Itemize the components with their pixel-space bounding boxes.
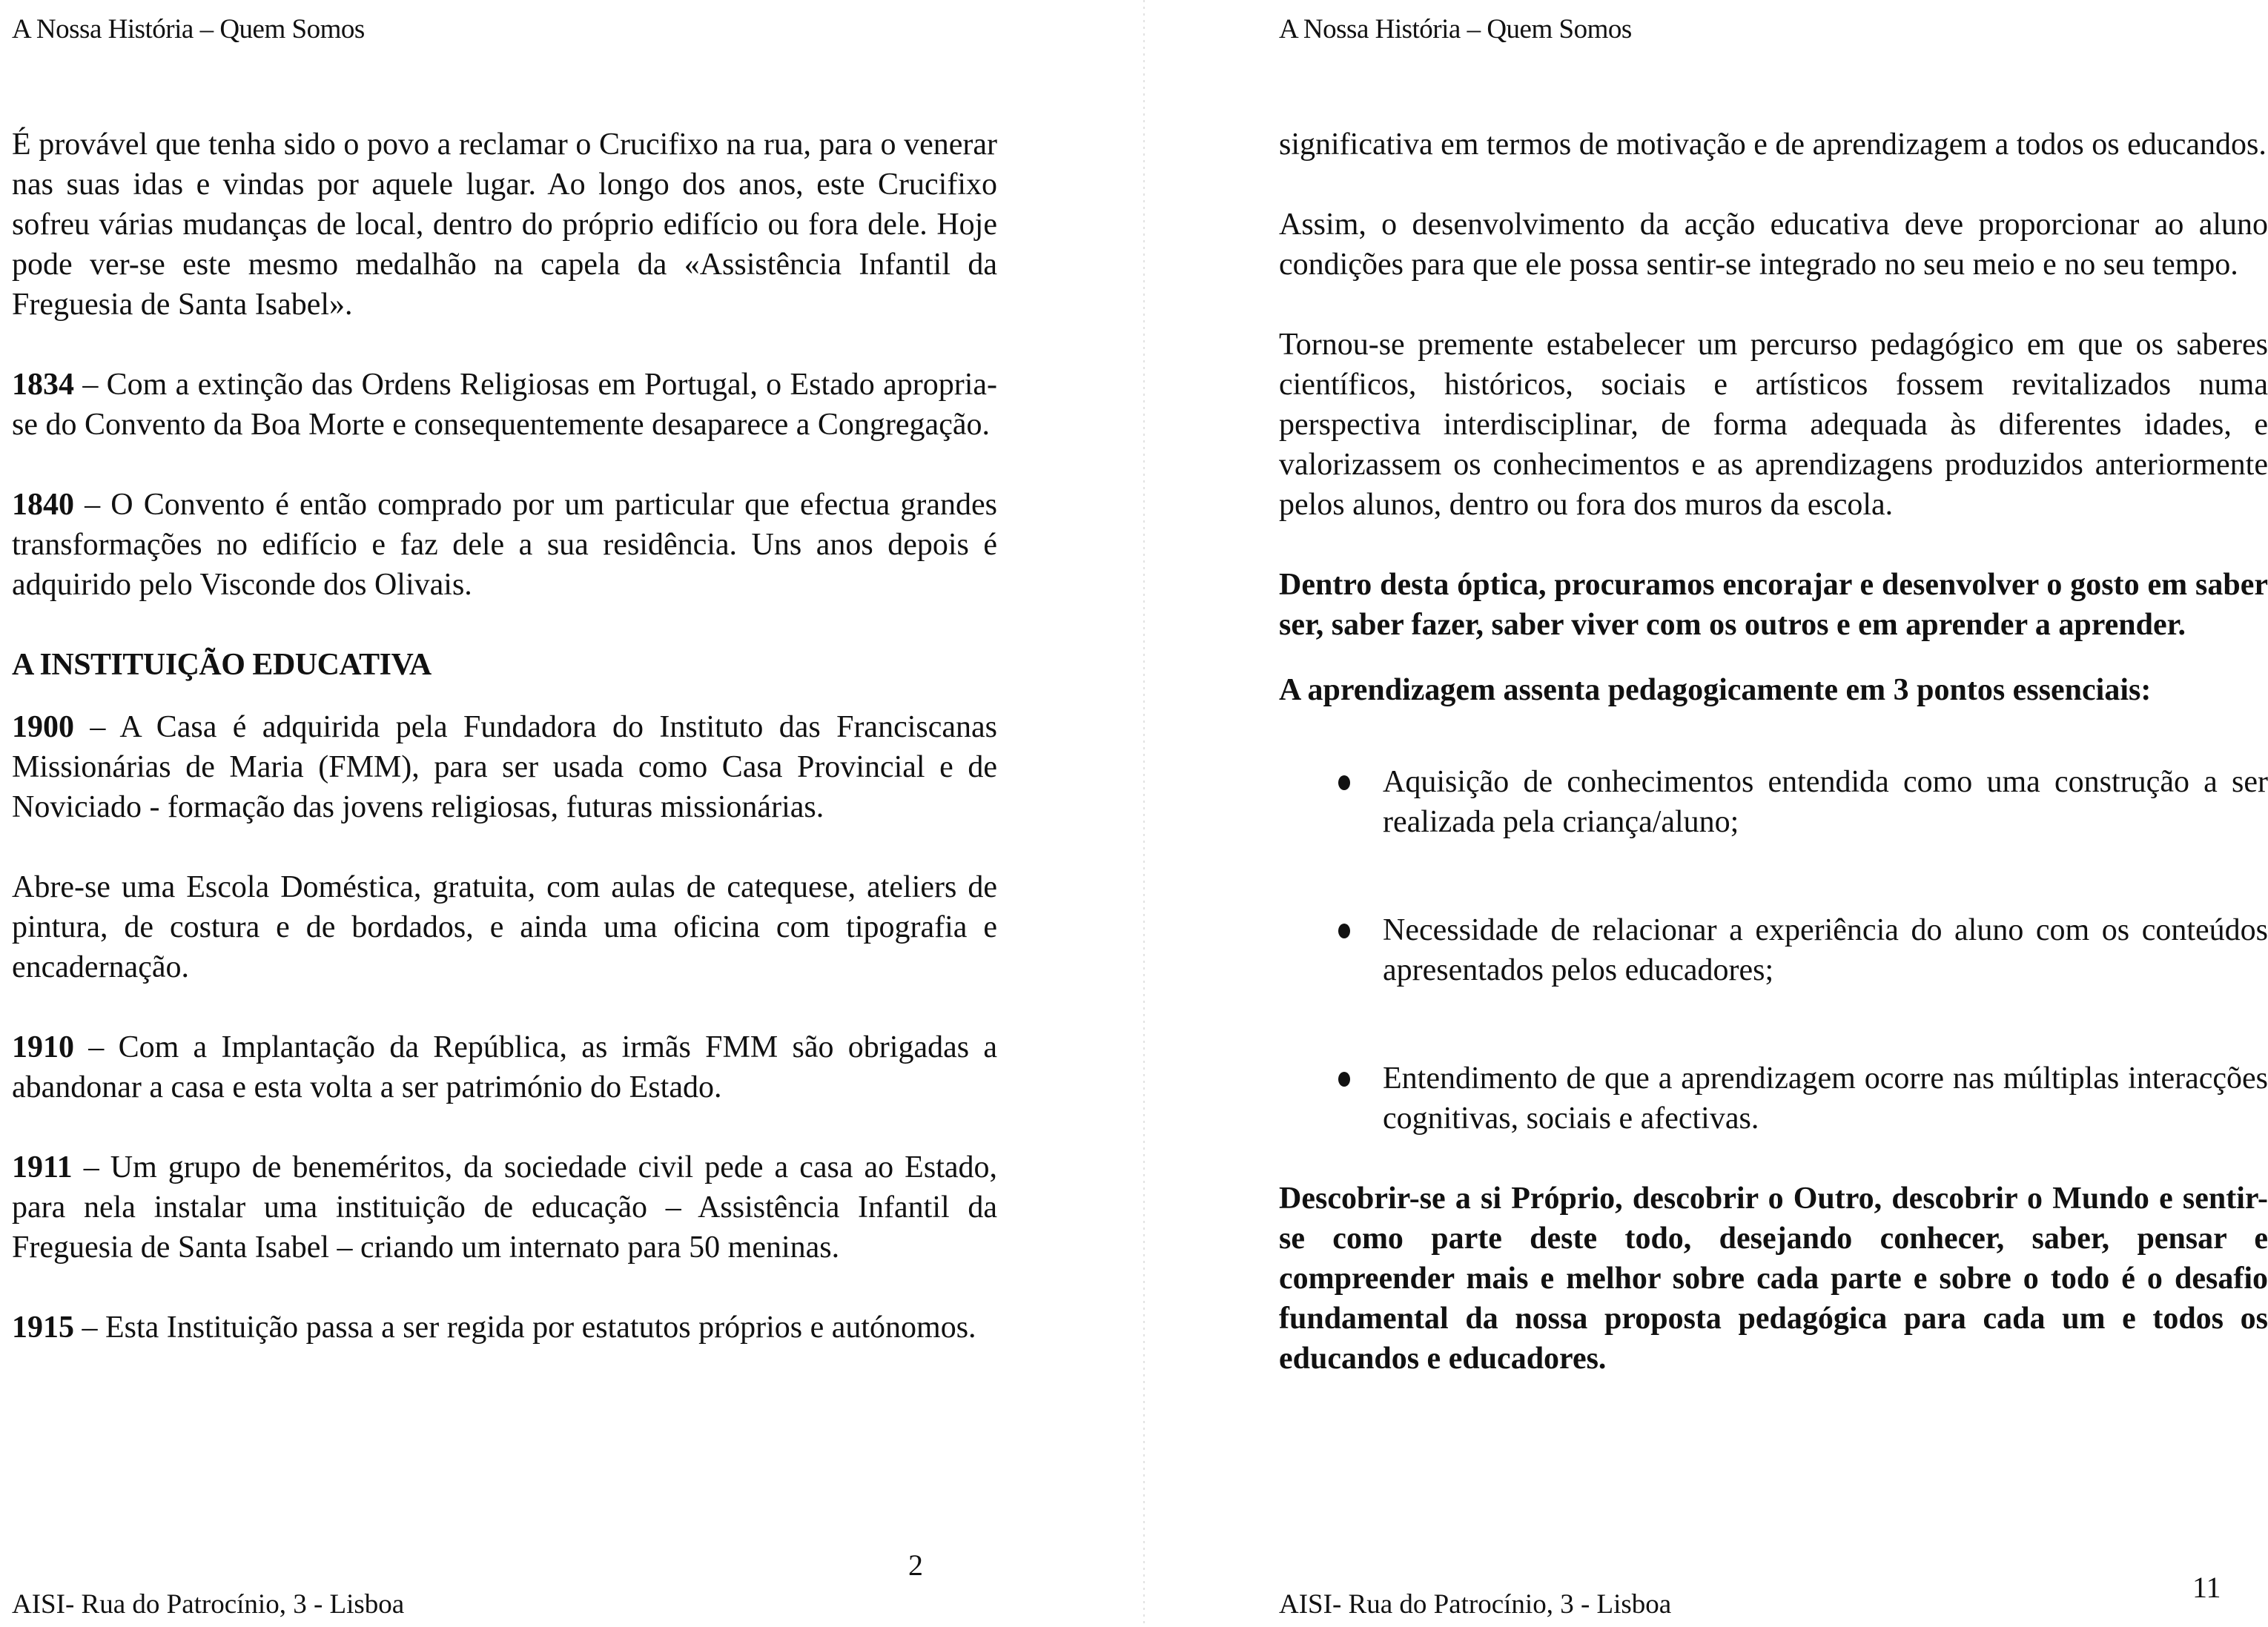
paragraph: Tornou-se premente estabelecer um percurso pedagógico em que os saberes científicos, históricos, sociais e artísticos fossem revitalizados numa perspectiva interdisciplinar, de forma adequada às diferentes idades, e valorizassem os conhecimentos e as aprendizagens produzidos anteriormente pelos alunos, dentro ou fora dos muros da escola. (1279, 328, 2268, 522)
timeline-entry-1911 (12, 1147, 997, 1268)
footer-address: AISI- Rua do Patrocínio, 3 - Lisboa (1279, 1589, 1672, 1620)
left-page-body (12, 125, 997, 1388)
bullet-icon (1338, 775, 1350, 790)
left-page (0, 0, 1038, 1627)
timeline-entry-1840 (12, 485, 997, 605)
intro-paragraph: É provável que tenha sido o povo a reclamar o Crucifixo na rua, para o venerar nas suas idas e vindas por aquele lugar. Ao longo dos anos, este Crucifixo sofreu várias mudanças de local, dentro do próprio edifício ou fora dele. Hoje pode ver-se este mesmo medalhão na capela da «Assistência Infantil da Freguesia de Santa Isabel». (12, 127, 997, 322)
timeline-year: 1915 (12, 1310, 74, 1345)
timeline-year: 1840 (12, 488, 74, 522)
timeline-entry-1915 (12, 1308, 997, 1348)
section-heading: A INSTITUIÇÃO EDUCATIVA (12, 648, 432, 682)
timeline-entry-1834 (12, 365, 997, 445)
list-item-text: Aquisição de conhecimentos entendida como uma construção a ser realizada pela criança/aluno; (1383, 765, 2268, 839)
footer-address: AISI- Rua do Patrocínio, 3 - Lisboa (12, 1589, 405, 1620)
paragraph: Assim, o desenvolvimento da acção educativa deve proporcionar ao aluno condições para que ele possa sentir-se integrado no seu meio e no seu tempo. (1279, 208, 2268, 282)
bullet-icon (1338, 1072, 1350, 1087)
timeline-year: 1910 (12, 1030, 74, 1064)
right-page-body (1279, 125, 2268, 1419)
timeline-text: – Com a extinção das Ordens Religiosas em Portugal, o Estado apropria-se do Convento da Boa Morte e consequentemente desaparece a Congregação. (12, 368, 997, 442)
list-item (1279, 910, 2268, 990)
escola-paragraph: Abre-se uma Escola Doméstica, gratuita, com aulas de catequese, ateliers de pintura, de costura e de bordados, e ainda uma oficina com tipografia e encadernação. (12, 870, 997, 984)
timeline-entry-1910 (12, 1027, 997, 1107)
timeline-text: – Esta Instituição passa a ser regida por estatutos próprios e autónomos. (74, 1310, 976, 1345)
list-item-text: Entendimento de que a aprendizagem ocorre nas múltiplas interacções cognitivas, sociais e afectivas. (1383, 1061, 2268, 1136)
page-number: 11 (2192, 1571, 2221, 1604)
right-page (1279, 0, 2268, 1627)
timeline-text: – Com a Implantação da República, as irmãs FMM são obrigadas a abandonar a casa e esta volta a ser património do Estado. (12, 1030, 997, 1104)
timeline-text: – O Convento é então comprado por um particular que efectua grandes transformações no edifício e faz dele a sua residência. Uns anos depois é adquirido pelo Visconde dos Olivais. (12, 488, 997, 602)
timeline-entry-1900 (12, 707, 997, 827)
timeline-text: – A Casa é adquirida pela Fundadora do Instituto das Franciscanas Missionárias de Maria (FMM), para ser usada como Casa Provincial e de Noviciado - formação das jovens religiosas, futuras missionárias. (12, 710, 997, 824)
closing-paragraph: Descobrir-se a si Próprio, descobrir o Outro, descobrir o Mundo e sentir-se como parte deste todo, desejando conhecer, saber, pensar e compreender mais e melhor sobre cada parte e sobre o todo é o desafio fundamental da nossa proposta pedagógica para cada um e todos os educandos e educadores. (1279, 1182, 2268, 1376)
list-item-text: Necessidade de relacionar a experiência do aluno com os conteúdos apresentados pelos educadores; (1383, 913, 2268, 987)
bullet-icon (1338, 924, 1350, 938)
points-heading: A aprendizagem assenta pedagogicamente em 3 pontos essenciais: (1279, 673, 2152, 707)
timeline-year: 1911 (12, 1150, 73, 1184)
page-fold-divider (1143, 0, 1145, 1627)
list-item (1279, 1058, 2268, 1139)
running-head: A Nossa História – Quem Somos (1279, 14, 1632, 44)
timeline-text: – Um grupo de beneméritos, da sociedade civil pede a casa ao Estado, para nela instalar uma instituição de educação – Assistência Infantil da Freguesia de Santa Isabel – criando um internato para 50 meninas. (12, 1150, 997, 1265)
page-number: 2 (908, 1548, 923, 1582)
list-item (1279, 762, 2268, 842)
timeline-year: 1900 (12, 710, 74, 744)
essential-points-list (1279, 762, 2268, 1139)
running-head: A Nossa História – Quem Somos (12, 14, 365, 44)
paragraph: significativa em termos de motivação e de aprendizagem a todos os educandos. (1279, 127, 2267, 162)
timeline-year: 1834 (12, 368, 74, 402)
optica-paragraph: Dentro desta óptica, procuramos encorajar e desenvolver o gosto em saber ser, saber fazer, saber viver com os outros e em aprender a aprender. (1279, 568, 2268, 642)
